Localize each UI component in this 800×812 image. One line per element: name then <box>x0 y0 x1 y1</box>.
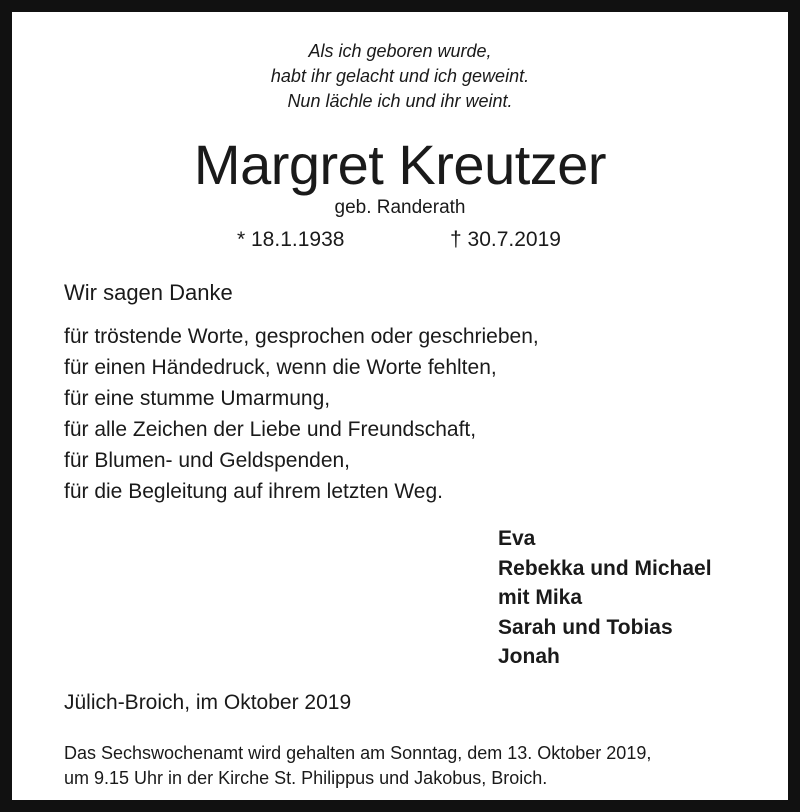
thanks-line: für die Begleitung auf ihrem letzten Weg. <box>64 480 443 503</box>
signer: Sarah und Tobias <box>498 615 673 639</box>
signer: mit Mika <box>498 586 583 609</box>
thanks-heading: Wir sagen Danke <box>64 280 233 305</box>
poem-line: Als ich geboren wurde, <box>308 41 492 61</box>
place-date: Jülich-Broich, im Oktober 2019 <box>64 691 352 714</box>
thanks-line: für Blumen- und Geldspenden, <box>64 449 351 472</box>
service-info <box>64 741 651 791</box>
poem-line: Nun lächle ich und ihr weint. <box>287 91 513 111</box>
service-line: um 9.15 Uhr in der Kirche St. Philippus und Jakobus, Broich. <box>64 768 548 788</box>
birth-date: * 18.1.1938 <box>237 228 345 251</box>
death-date: † 30.7.2019 <box>450 228 561 251</box>
thanks-line: für tröstende Worte, gesprochen oder geschrieben, <box>64 325 539 348</box>
signer: Jonah <box>498 645 560 668</box>
thanks-line: für alle Zeichen der Liebe und Freundschaft, <box>64 418 477 441</box>
thanks-list <box>64 321 539 507</box>
thanks-line: für eine stumme Umarmung, <box>64 387 331 410</box>
memorial-poem <box>12 39 788 114</box>
service-line: Das Sechswochenamt wird gehalten am Sonntag, dem 13. Oktober 2019, <box>64 743 652 763</box>
maiden-name: geb. Randerath <box>334 197 466 218</box>
signer: Rebekka und Michael <box>498 556 712 580</box>
deceased-name: Margret Kreutzer <box>193 133 607 196</box>
signers <box>498 524 712 672</box>
poem-line: habt ihr gelacht und ich geweint. <box>270 66 530 86</box>
signer: Eva <box>498 527 536 550</box>
thanks-line: für einen Händedruck, wenn die Worte fehlten, <box>64 356 497 379</box>
